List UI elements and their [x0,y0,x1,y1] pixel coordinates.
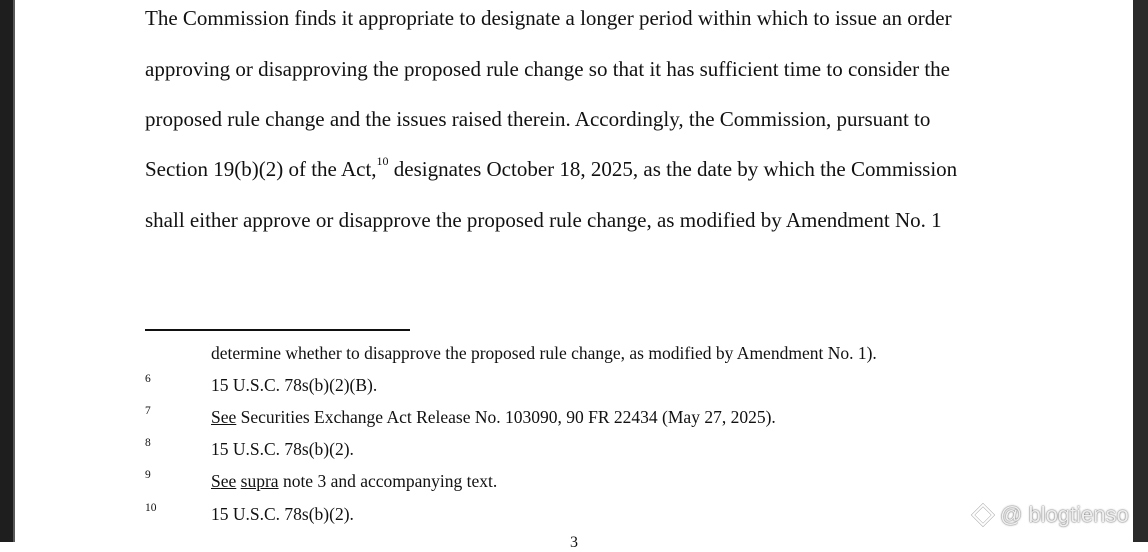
body-line-4 [145,154,958,182]
body-line-2: approving or disapproving the proposed rule change so that it has sufficient time to consider the [145,57,951,81]
see-signal: See [211,407,237,427]
see-signal: See [211,471,237,491]
footnote-text: 15 U.S.C. 78s(b)(2)(B). [211,375,378,395]
citation-text: note 3 and accompanying text. [278,471,498,491]
footnote-number: 9 [145,469,151,481]
body-line-3: proposed rule change and the issues raised therein. Accordingly, the Commission, pursuant to [145,107,931,131]
body-line-1: The Commission finds it appropriate to designate a longer period within which to issue an order [145,6,952,30]
footnote-text: 15 U.S.C. 78s(b)(2). [211,439,354,459]
viewer-left-border [0,0,13,542]
page-number: 3 [570,534,578,551]
citation-text: Securities Exchange Act Release No. 103090, 90 FR 22434 (May 27, 2025). [236,407,776,427]
diamond-logo-icon [970,502,996,528]
supra-signal: supra [240,471,279,491]
body-line-4-end: designates October 18, 2025, as the date by which the Commission [388,157,958,181]
footnote-continuation-text: determine whether to disapprove the proposed rule change, as modified by Amendment No. 1). [211,343,877,363]
viewer-right-scrollbar[interactable] [1133,0,1148,542]
footnote-text [211,471,497,492]
watermark-text: @ blogtienso [1000,502,1129,527]
footnote-number: 8 [145,437,151,449]
body-line-5: shall either approve or disapprove the proposed rule change, as modified by Amendment No. 1 [145,208,942,232]
footnote-separator [145,329,410,331]
footnote-text: 15 U.S.C. 78s(b)(2). [211,504,354,524]
watermark [970,502,1129,528]
footnote-number: 10 [145,502,157,514]
footnote-text [211,407,776,428]
body-line-4-start: Section 19(b)(2) of the Act, [145,157,377,181]
document-page [15,0,1133,551]
footnote-reference-10[interactable]: 10 [376,154,389,168]
footnote-number: 7 [145,405,151,417]
footnote-number: 6 [145,373,151,385]
